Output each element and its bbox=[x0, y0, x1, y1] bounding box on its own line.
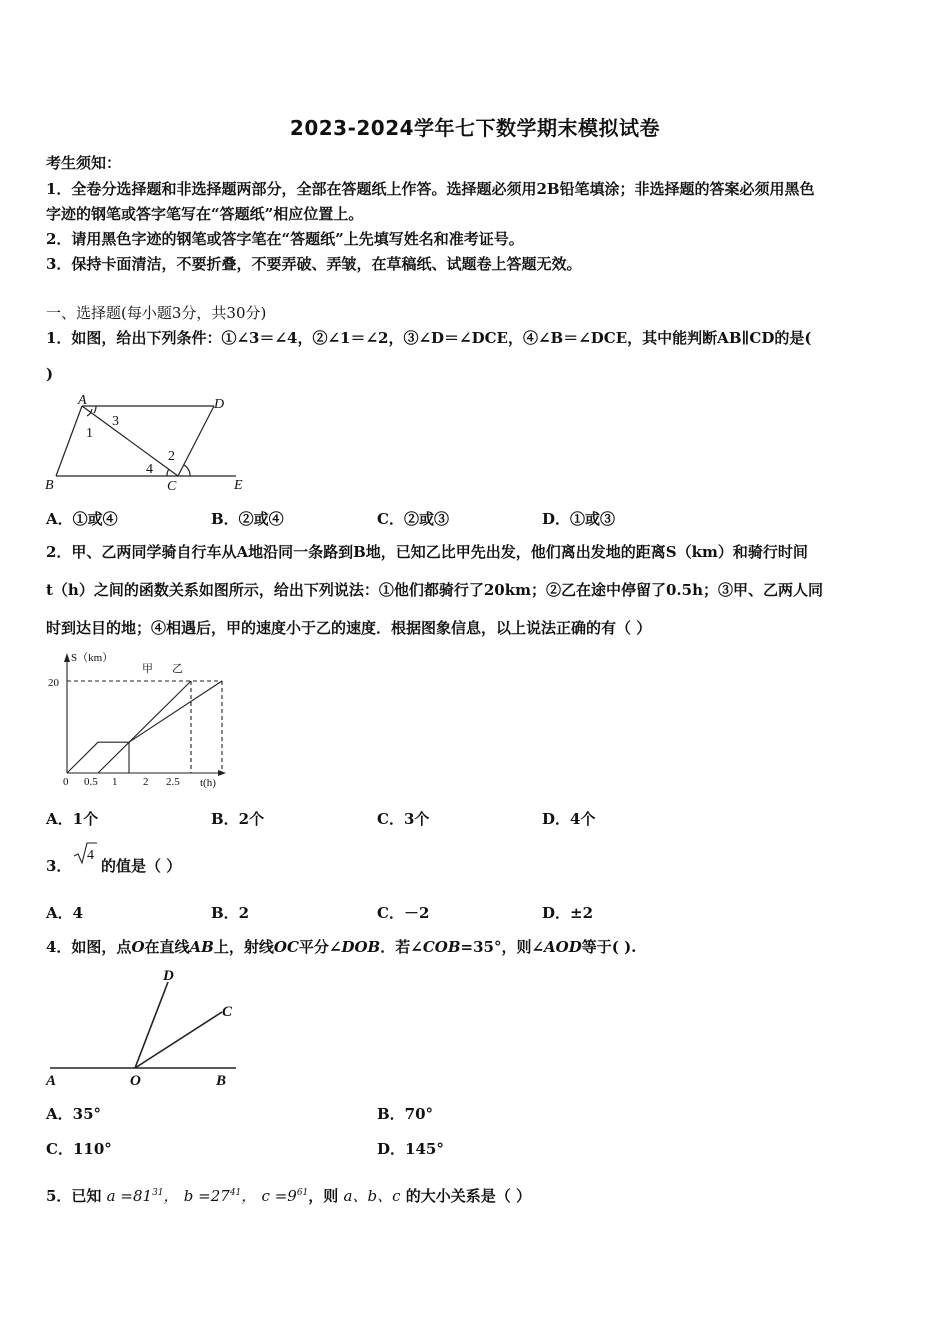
q3-prefix: 3． bbox=[46, 857, 72, 875]
q2-series-yi-segment bbox=[67, 742, 98, 773]
q1-text: 1．如图，给出下列条件：①∠3＝∠4，②∠1＝∠2，③∠D＝∠DCE，④∠B＝∠DCE，其中能判断AB∥CD的是( bbox=[46, 329, 812, 347]
q2-option-a[interactable]: A．1个 bbox=[46, 810, 99, 828]
q5-a-expr: $a =81^{31}$ bbox=[106, 1187, 164, 1205]
q2-text-cont-1: t（h）之间的函数关系如图所示，给出下列说法：①他们都骑行了20km；②乙在途中停留了0.5h；③甲、乙两人同 bbox=[46, 581, 823, 599]
q4-label-o: O bbox=[130, 1073, 141, 1089]
q4-figure bbox=[40, 962, 250, 1092]
q2-series-yi: 乙 bbox=[172, 663, 183, 675]
q3-option-a[interactable]: A．4 bbox=[46, 904, 84, 922]
q2-xtick-2-5: 2.5 bbox=[166, 776, 180, 788]
q1-option-d[interactable]: D．①或③ bbox=[542, 510, 616, 528]
q1-label-d: D bbox=[214, 397, 225, 412]
q5-c-expr: $c =9^{61}$ bbox=[261, 1187, 309, 1205]
q2-series-yi-segment bbox=[129, 681, 222, 742]
notice-item-3: 3．保持卡面清洁，不要折叠，不要弄破、弄皱，在草稿纸、试题卷上答题无效。 bbox=[46, 255, 582, 273]
q1-option-b[interactable]: B．②或④ bbox=[211, 510, 284, 528]
q1-label-b: B bbox=[45, 478, 54, 493]
q2-series-jia: 甲 bbox=[142, 663, 153, 675]
q3-option-d[interactable]: D．±2 bbox=[542, 904, 594, 922]
q4-label-b: B bbox=[216, 1073, 227, 1089]
q1-angle-4: 4 bbox=[146, 462, 153, 477]
q1-option-a[interactable]: A．①或④ bbox=[46, 510, 118, 528]
q3-option-b[interactable]: B．2 bbox=[211, 904, 250, 922]
q2-xtick-2: 2 bbox=[143, 776, 149, 788]
notice-heading: 考生须知： bbox=[46, 154, 122, 172]
notice-item-1: 1．全卷分选择题和非选择题两部分，全部在答题纸上作答。选择题必须用2B铅笔填涂；非选择题的答案必须用黑色 bbox=[46, 180, 815, 198]
q4-label-d: D bbox=[163, 968, 174, 984]
q2-ylabel: S（km） bbox=[71, 652, 114, 664]
q2-option-b[interactable]: B．2个 bbox=[211, 810, 265, 828]
q4-text: 4．如图，点O在直线AB上，射线OC平分∠DOB．若∠COB=35°，则∠AOD等于( ). bbox=[46, 938, 637, 956]
section-heading: 一、选择题(每小题3分，共30分) bbox=[46, 304, 267, 322]
q4-label-c: C bbox=[222, 1004, 233, 1020]
q1-label-c: C bbox=[167, 479, 177, 494]
q3-option-c[interactable]: C．－2 bbox=[377, 904, 430, 922]
q2-option-c[interactable]: C．3个 bbox=[377, 810, 430, 828]
q1-option-c[interactable]: C．②或③ bbox=[377, 510, 449, 528]
page-title: 2023-2024学年七下数学期末模拟试卷 bbox=[289, 116, 661, 140]
q1-angle-2: 2 bbox=[168, 449, 175, 464]
q1-label-e: E bbox=[234, 478, 243, 493]
q5-text: 5．已知 $a =81^{31}$， $b =27^{41}$， $c =9^{61}$，则 a、b、c 的大小关系是（ ） bbox=[46, 1187, 531, 1205]
q4-label-a: A bbox=[46, 1073, 57, 1089]
q2-text: 2．甲、乙两同学骑自行车从A地沿同一条路到B地，已知乙比甲先出发，他们离出发地的距离S（km）和骑行时间 bbox=[46, 543, 808, 561]
q2-xlabel: t(h) bbox=[200, 777, 216, 789]
q4-option-a[interactable]: A．35° bbox=[46, 1105, 102, 1123]
q2-option-d[interactable]: D．4个 bbox=[542, 810, 596, 828]
q1-figure bbox=[40, 392, 250, 494]
sqrt-icon bbox=[72, 840, 98, 866]
q4-option-c[interactable]: C．110° bbox=[46, 1140, 112, 1158]
q2-xtick-1: 1 bbox=[112, 776, 118, 788]
q2-xtick-0: 0 bbox=[63, 776, 69, 788]
q5-b-expr: $b =27^{41}$ bbox=[183, 1187, 242, 1205]
q3-radicand: 4 bbox=[87, 848, 94, 863]
q2-series-jia-line bbox=[98, 681, 191, 773]
q2-ytick-20: 20 bbox=[48, 677, 59, 689]
notice-item-2: 2．请用黑色字迹的钢笔或答字笔在“答题纸”上先填写姓名和准考证号。 bbox=[46, 230, 524, 248]
q5-vars: a、b、c bbox=[343, 1187, 401, 1205]
q1-angle-1: 1 bbox=[86, 426, 93, 441]
q1-label-a: A bbox=[78, 393, 87, 408]
q2-xtick-0-5: 0.5 bbox=[84, 776, 98, 788]
notice-item-1-cont: 字迹的钢笔或答字笔写在“答题纸”相应位置上。 bbox=[46, 205, 364, 223]
q2-text-cont-2: 时到达目的地；④相遇后，甲的速度小于乙的速度．根据图象信息，以上说法正确的有（ ） bbox=[46, 619, 652, 637]
q1-text-cont: ) bbox=[46, 365, 54, 383]
q1-angle-3: 3 bbox=[112, 414, 119, 429]
q2-y-arrow bbox=[64, 653, 70, 662]
q3-suffix: 的值是（ ） bbox=[101, 857, 182, 875]
q4-option-d[interactable]: D．145° bbox=[377, 1140, 444, 1158]
q4-option-b[interactable]: B．70° bbox=[377, 1105, 434, 1123]
q2-chart bbox=[40, 648, 240, 794]
